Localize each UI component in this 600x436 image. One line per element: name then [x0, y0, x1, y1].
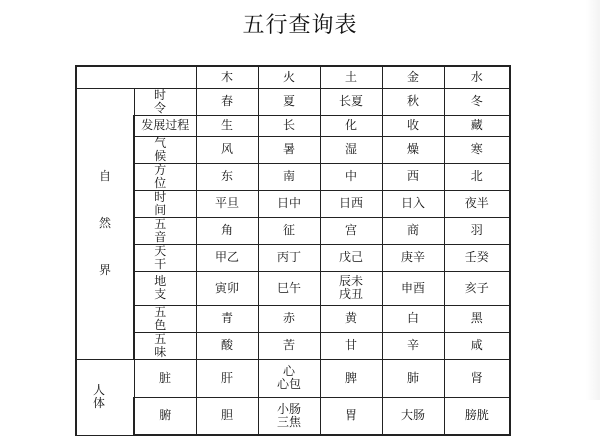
table-cell: 日入 [382, 190, 444, 217]
table-cell: 湿 [320, 136, 382, 163]
row-label: 气 候 [134, 136, 196, 163]
table-cell: 黄 [320, 305, 382, 332]
table-cell: 酸 [196, 332, 258, 359]
table-cell: 生 [196, 115, 258, 136]
table-cell: 戊己 [320, 244, 382, 271]
table-cell: 北 [444, 163, 510, 190]
cell-line: 戌丑 [338, 287, 363, 301]
table-row [76, 88, 510, 115]
row-label: 地 支 [134, 271, 196, 305]
table-cell: 庚辛 [382, 244, 444, 271]
table-cell: 胃 [320, 397, 382, 435]
table-cell: 宫 [320, 217, 382, 244]
table-cell: 日西 [320, 190, 382, 217]
table-row [76, 305, 510, 332]
page-title: 五行查询表 [242, 13, 358, 38]
page-edge-shadow [586, 0, 600, 400]
header-cell-fire: 火 [258, 66, 320, 88]
header-cell-metal: 金 [382, 66, 444, 88]
table-cell: 甲乙 [196, 244, 258, 271]
row-label: 发展过程 [134, 115, 196, 136]
nature-group-label: 自 然 界 [76, 88, 134, 359]
row-label: 五 味 [134, 332, 196, 359]
cell-line: 心 [282, 364, 295, 378]
table-cell: 巳午 [258, 271, 320, 305]
table-cell: 春 [196, 88, 258, 115]
table-cell: 膀胱 [444, 397, 510, 435]
table-cell: 征 [258, 217, 320, 244]
table-cell: 中 [320, 163, 382, 190]
row-label: 五 音 [134, 217, 196, 244]
table-cell: 暑 [258, 136, 320, 163]
table-cell: 亥子 [444, 271, 510, 305]
table-row [76, 115, 510, 136]
table-cell: 长 [258, 115, 320, 136]
table-row [76, 190, 510, 217]
table-cell: 夜半 [444, 190, 510, 217]
table-cell: 夏 [258, 88, 320, 115]
table-cell: 白 [382, 305, 444, 332]
cell-line: 心包 [276, 377, 301, 391]
table-cell: 胆 [196, 397, 258, 435]
table-cell: 藏 [444, 115, 510, 136]
table-cell: 脾 [320, 359, 382, 397]
table-cell: 商 [382, 217, 444, 244]
table-cell: 辛 [382, 332, 444, 359]
table-cell: 秋 [382, 88, 444, 115]
table-cell: 角 [196, 217, 258, 244]
table-row [76, 271, 510, 305]
table-cell: 寒 [444, 136, 510, 163]
table-cell: 收 [382, 115, 444, 136]
table-cell: 日中 [258, 190, 320, 217]
header-cell-water: 水 [444, 66, 510, 88]
table-cell: 南 [258, 163, 320, 190]
table-cell [258, 359, 320, 397]
table-cell: 青 [196, 305, 258, 332]
table-cell: 脏 [134, 359, 196, 397]
table-row [76, 244, 510, 271]
table-cell: 腑 [134, 397, 196, 435]
row-label: 五 色 [134, 305, 196, 332]
row-label: 天 干 [134, 244, 196, 271]
table-cell: 冬 [444, 88, 510, 115]
table-cell: 大肠 [382, 397, 444, 435]
table-row [76, 359, 510, 397]
header-cell-earth: 土 [320, 66, 382, 88]
table-cell: 赤 [258, 305, 320, 332]
row-label: 方 位 [134, 163, 196, 190]
table-cell: 寅卯 [196, 271, 258, 305]
table-row [76, 332, 510, 359]
table-row [76, 217, 510, 244]
header-cell-wood: 木 [196, 66, 258, 88]
row-label: 时 令 [134, 88, 196, 115]
table-row [76, 163, 510, 190]
table-cell: 燥 [382, 136, 444, 163]
cell-line: 小肠 [276, 401, 301, 416]
table-row [76, 397, 510, 435]
table-cell: 壬癸 [444, 244, 510, 271]
table-cell: 咸 [444, 332, 510, 359]
table-row [76, 136, 510, 163]
table-cell: 黑 [444, 305, 510, 332]
table-cell: 化 [320, 115, 382, 136]
table-cell: 羽 [444, 217, 510, 244]
cell-line: 三焦 [276, 414, 301, 429]
table-cell: 长夏 [320, 88, 382, 115]
table-cell [258, 397, 320, 435]
row-label: 时 间 [134, 190, 196, 217]
table-cell: 丙丁 [258, 244, 320, 271]
table-cell: 东 [196, 163, 258, 190]
table-cell: 西 [382, 163, 444, 190]
table-cell: 风 [196, 136, 258, 163]
table-cell: 苦 [258, 332, 320, 359]
header-row [76, 66, 510, 88]
cell-line: 辰未 [338, 274, 363, 288]
header-cell [76, 66, 196, 88]
table-cell: 平旦 [196, 190, 258, 217]
table-cell [320, 271, 382, 305]
table-cell: 申酉 [382, 271, 444, 305]
human-group-label: 人 体 [76, 359, 134, 435]
table-cell: 肾 [444, 359, 510, 397]
table-cell: 肝 [196, 359, 258, 397]
wuxing-table [75, 65, 511, 436]
table-cell: 肺 [382, 359, 444, 397]
table-cell: 甘 [320, 332, 382, 359]
